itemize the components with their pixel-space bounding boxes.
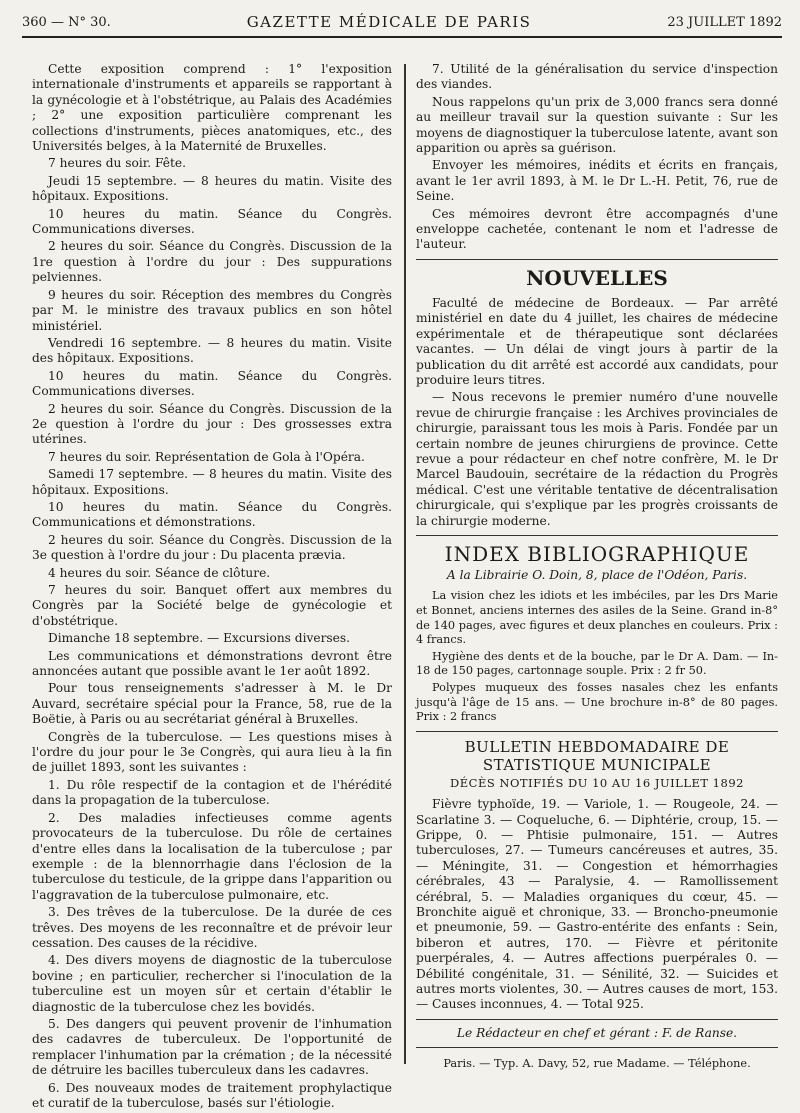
- paragraph: Nous rappelons qu'un prix de 3,000 francs sera donné au meilleur travail sur la question suivante : Sur les moyens de diagnostiquer la tuberculose latente, avant son apparition ou après sa guérison.: [416, 94, 778, 156]
- book-entry: La vision chez les idiots et les imbéciles, par les Drs Marie et Bonnet, anciens internes des asiles de la Seine. Grand in-8° de 140 pages, avec figures et deux planches en couleurs. Prix : 4 francs.: [416, 589, 778, 647]
- paragraph: Samedi 17 septembre. — 8 heures du matin. Visite des hôpitaux. Expositions.: [32, 467, 392, 497]
- paragraph: 7 heures du soir. Représentation de Gola à l'Opéra.: [48, 449, 365, 464]
- printer-imprint: Paris. — Typ. A. Davy, 52, rue Madame. — Téléphone.: [443, 1057, 751, 1071]
- paragraph: 7 heures du soir. Fête.: [48, 156, 186, 171]
- book-entry: Hygiène des dents et de la bouche, par le Dr A. Dam. — In-18 de 150 pages, cartonnage souple. Prix : 2 fr 50.: [416, 649, 778, 678]
- nouvelles-heading: NOUVELLES: [526, 265, 668, 290]
- paragraph: 4. Des divers moyens de diagnostic de la tuberculose bovine ; en particulier, rechercher si l'inoculation de la tuberculine est un moyen sûr et certain d'établir le diagnostic de la tuberculose chez les bovidés.: [32, 953, 392, 1014]
- paragraph: Cette exposition comprend : 1° l'exposition internationale d'instruments et appareils se rapportant à la gynécologie et à l'obstétrique, au Palais des Académies ; 2° une exposition particulière comprenant les collections d'instruments, pièces anatomiques, etc., des Universités belges, à la Maternité de Bruxelles.: [32, 62, 392, 154]
- paragraph: Vendredi 16 septembre. — 8 heures du matin. Visite des hôpitaux. Expositions.: [32, 335, 392, 366]
- paragraph: — Nous recevons le premier numéro d'une nouvelle revue de chirurgie française : les Archives provinciales de chirurgie, paraissant tous les mois à Paris. Fondée par un certain nombre de jeunes chirurgiens de province. Cette revue a pour rédacteur en chef notre confrère, M. le Dr Marcel Baudouin, secrétaire de la rédaction du Progrès médical. C'est une véritable tentative de décentralisation chirurgicale, qui s'explique par les progrès croissants de la chirurgie moderne.: [416, 390, 778, 528]
- paragraph: 6. Des nouveaux modes de traitement prophylactique et curatif de la tuberculose, basés sur l'étiologie.: [32, 1080, 392, 1110]
- paragraph: Ces mémoires devront être accompagnés d'une enveloppe cachetée, contenant le nom et l'adresse de l'auteur.: [416, 206, 778, 252]
- paragraph: Faculté de médecine de Bordeaux. — Par arrêté ministériel en date du 4 juillet, les chaires de médecine expérimentale et de thérapeutique sont déclarées vacantes. — Un délai de vingt jours à partir de la publication du dit arrêté est accordé aux candidats, pour produire leurs titres.: [416, 295, 778, 387]
- paragraph: Pour tous renseignements s'adresser à M. le Dr Auvard, secrétaire spécial pour la France, 58, rue de la Boëtie, à Paris ou au secrétariat général à Bruxelles.: [32, 681, 392, 727]
- issue-date: 23 JUILLET 1892: [667, 14, 782, 30]
- bulletin-subheading: DÉCÈS NOTIFIÉS DU 10 AU 16 JUILLET 1892: [450, 775, 744, 790]
- paragraph: 10 heures du matin. Séance du Congrès. Communications diverses.: [32, 206, 392, 237]
- paragraph: 4 heures du soir. Séance de clôture.: [48, 565, 271, 580]
- index-heading: INDEX BIBLIOGRAPHIQUE: [444, 541, 750, 566]
- section-divider: [416, 731, 778, 732]
- paragraph: 2 heures du soir. Séance du Congrès. Discussion de la 1re question à l'ordre du jour : Des suppurations pelviennes.: [32, 239, 392, 285]
- newspaper-page: [22, 8, 782, 1110]
- mortality-statistics: Fièvre typhoïde, 19. — Variole, 1. — Rougeole, 24. — Scarlatine 3. — Coqueluche, 6. — Diphtérie, croup, 15. — Grippe, 0. — Phtisie pulmonaire, 151. — Autres tuberculoses, 27. — Tumeurs cancéreuses et autres, 35. — Méningite, 31. — Congestion et hémorrhagies cérébrales, 43 — Paralysie, 4. — Ramollissement cérébral, 5. — Maladies organiques du cœur, 45. — Bronchite aiguë et chronique, 33. — Broncho-pneumonie et pneumonie, 59. — Gastro-entérite des enfants : Sein, biberon et autres, 170. — Fièvre et péritonite puerpérales, 4. — Autres affections puerpérales 0. — Débilité congénitale, 31. — Sénilité, 32. — Suicides et autres morts violentes, 30. — Autres causes de mort, 153. — Causes inconnues, 4. — Total 925.: [416, 797, 778, 1012]
- column-divider: [404, 64, 406, 1064]
- index-publisher: A la Librairie O. Doin, 8, place de l'Odéon, Paris.: [446, 567, 748, 582]
- journal-title: GAZETTE MÉDICALE DE PARIS: [246, 13, 532, 31]
- page-number: 360 — N° 30.: [22, 14, 111, 30]
- paragraph: 7 heures du soir. Banquet offert aux membres du Congrès par la Société belge de gynécologie et d'obstétrique.: [32, 583, 392, 628]
- paragraph: 2 heures du soir. Séance du Congrès. Discussion de la 2e question à l'ordre du jour : Des grossesses extra utérines.: [32, 401, 392, 447]
- editor-signature: Le Rédacteur en chef et gérant : F. de Ranse.: [456, 1025, 738, 1040]
- book-entry: Polypes muqueux des fosses nasales chez les enfants jusqu'à l'âge de 15 ans. — Une brochure in-8° de 80 pages. Prix : 2 francs: [416, 680, 778, 724]
- right-column: [416, 62, 778, 1072]
- paragraph: Jeudi 15 septembre. — 8 heures du matin. Visite des hôpitaux. Expositions.: [32, 173, 392, 204]
- section-divider: [416, 1019, 778, 1020]
- paragraph: Congrès de la tuberculose. — Les questions mises à l'ordre du jour pour le 3e Congrès, qui aura lieu à la fin de juillet 1893, sont les suivantes :: [32, 729, 392, 775]
- section-divider: [416, 259, 778, 260]
- paragraph: Les communications et démonstrations devront être annoncées autant que possible avant le 1er août 1892.: [32, 648, 392, 679]
- paragraph: Envoyer les mémoires, inédits et écrits en français, avant le 1er avril 1893, à M. le Dr L.-H. Petit, 76, rue de Seine.: [416, 158, 778, 204]
- paragraph: 5. Des dangers qui peuvent provenir de l'inhumation des cadavres de tuberculeux. De l'opportunité de remplacer l'inhumation par la crémation ; de la nécessité de détruire les bacilles tuberculeux dans les cadavres.: [32, 1016, 392, 1078]
- bulletin-heading: BULLETIN HEBDOMADAIRE DE STATISTIQUE MUNICIPALE: [464, 737, 730, 774]
- paragraph: 2. Des maladies infectieuses comme agents provocateurs de la tuberculose. Du rôle de certaines d'entre elles dans la localisation de la tuberculose ; par exemple : de la blennorrhagie dans l'éclosion de la tuberculose du testicule, de la grippe dans l'apparition ou l'aggravation de la tuberculose pulmonaire, etc.: [32, 810, 392, 902]
- paragraph: 10 heures du matin. Séance du Congrès. Communications et démonstrations.: [32, 499, 392, 530]
- page-header: [22, 8, 782, 38]
- paragraph: 10 heures du matin. Séance du Congrès. Communications diverses.: [32, 368, 392, 399]
- paragraph: Dimanche 18 septembre. — Excursions diverses.: [48, 631, 351, 646]
- section-divider: [416, 535, 778, 536]
- paragraph: 7. Utilité de la généralisation du service d'inspection des viandes.: [416, 62, 778, 92]
- paragraph: 9 heures du soir. Réception des membres du Congrès par M. le ministre des travaux publics en son hôtel ministériel.: [32, 287, 392, 333]
- section-divider: [416, 1047, 778, 1048]
- paragraph: 3. Des trêves de la tuberculose. De la durée de ces trêves. Des moyens de les reconnaître et de prévoir leur cessation. Des causes de la récidive.: [32, 905, 392, 950]
- paragraph: 2 heures du soir. Séance du Congrès. Discussion de la 3e question à l'ordre du jour : Du placenta prævia.: [32, 532, 392, 563]
- paragraph: 1. Du rôle respectif de la contagion et de l'hérédité dans la propagation de la tuberculose.: [32, 777, 392, 808]
- left-column: [32, 62, 392, 1113]
